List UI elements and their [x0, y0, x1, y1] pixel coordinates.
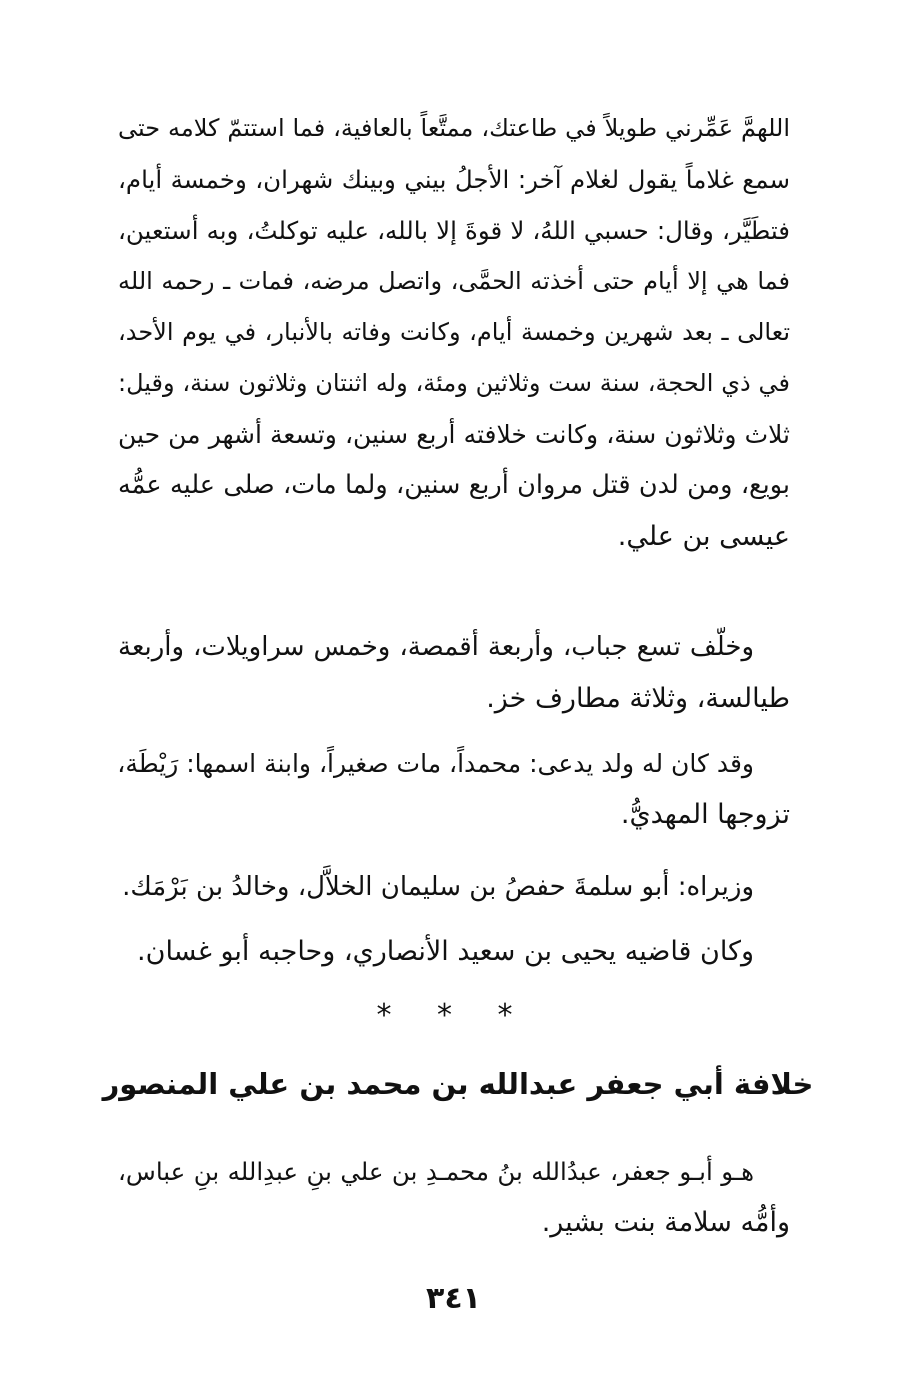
text-line: في ذي الحجة، سنة ست وثلاثين ومئة، وله اثنتان وثلاثون سنة، وقيل:: [118, 369, 790, 397]
paragraph-5: [118, 926, 790, 977]
text-line: عيسى بن علي.: [617, 521, 790, 552]
text-line: هـو أبـو جعفر، عبدُالله بنُ محمـدِ بن علي بنِ عبدِالله بنِ عباس،: [118, 1157, 754, 1186]
text-line: تزوجها المهديُّ.: [620, 799, 790, 830]
text-line: وكان قاضيه يحيى بن سعيد الأنصاري، وحاجبه أبو غسان.: [137, 936, 754, 967]
section-heading: [102, 1056, 814, 1112]
text-line: سمع غلاماً يقول لغلام آخر: الأجلُ بيني وبينك شهران، وخمسة أيام،: [118, 165, 790, 194]
text-line: وزيراه: أبو سلمةَ حفصُ بن سليمان الخلاَّل، وخالدُ بن بَرْمَك.: [122, 872, 754, 902]
text-line: ثلاث وثلاثون سنة، وكانت خلافته أربع سنين، وتسعة أشهر من حين: [118, 420, 790, 449]
section-title: خلافة أبي جعفر عبدالله بن محمد بن علي المنصور: [102, 1067, 814, 1101]
text-line: وأمُّه سلامة بنت بشير.: [541, 1207, 790, 1238]
paragraph-4: [118, 862, 790, 913]
text-line: اللهمَّ عَمِّرني طويلاً في طاعتك، ممتَّعاً بالعافية، فما استتمّ كلامه حتى: [118, 114, 790, 142]
text-line: وخلّف تسع جباب، وأربعة أقمصة، وخمس سراويلات، وأربعة: [118, 632, 754, 662]
section-paragraph: [118, 1146, 790, 1248]
paragraph-2: [118, 622, 790, 724]
text-line: فما هي إلا أيام حتى أخذته الحمَّى، واتصل مرضه، فمات ـ رحمه الله: [118, 267, 790, 295]
text-line: فتطَيَّر، وقال: حسبي اللهُ، لا قوةَ إلا بالله، عليه توكلتُ، وبه أستعين،: [118, 216, 790, 245]
paragraph-1: [118, 103, 790, 562]
text-line: طيالسة، وثلاثة مطارف خز.: [486, 683, 790, 714]
text-line: بويع، ومن لدن قتل مروان أربع سنين، ولما مات، صلى عليه عمُّه: [118, 470, 790, 500]
paragraph-3: [118, 738, 790, 840]
text-line: وقد كان له ولد يدعى: محمداً، مات صغيراً، وابنة اسمها: رَيْطَة،: [117, 749, 754, 778]
section-separator: * * *: [376, 998, 531, 1033]
text-line: تعالى ـ بعد شهرين وخمسة أيام، وكانت وفاته بالأنبار، في يوم الأحد،: [118, 318, 790, 346]
page-number: ٣٤١: [426, 1281, 481, 1316]
